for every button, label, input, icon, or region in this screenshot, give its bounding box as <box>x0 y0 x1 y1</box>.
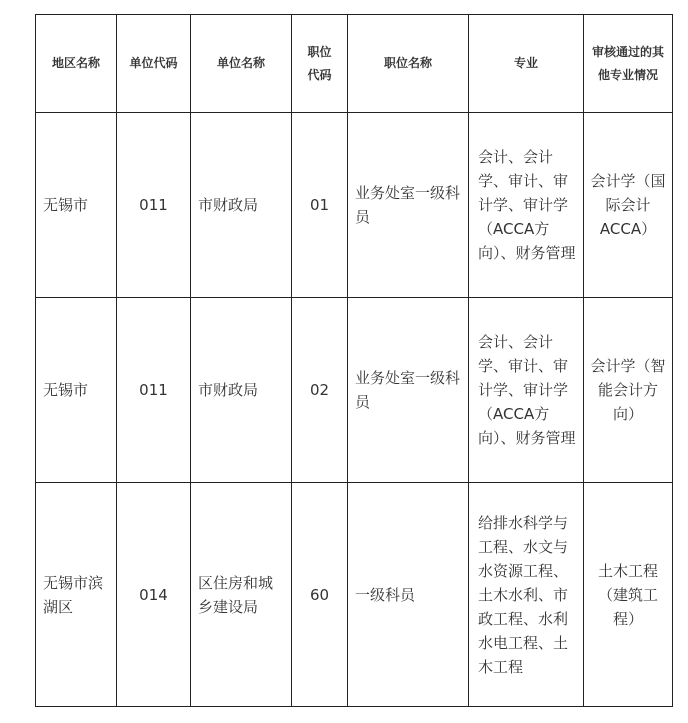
cell-region: 无锡市 <box>36 113 117 298</box>
cell-position-name: 业务处室一级科员 <box>348 298 469 483</box>
table-row <box>36 483 673 707</box>
table-row <box>36 298 673 483</box>
header-unit-name: 单位名称 <box>191 15 292 113</box>
cell-other-majors: 会计学（智能会计方向） <box>584 298 673 483</box>
cell-unit-code: 014 <box>117 483 191 707</box>
cell-position-name: 业务处室一级科员 <box>348 113 469 298</box>
cell-unit-code: 011 <box>117 113 191 298</box>
header-other-majors: 审核通过的其他专业情况 <box>584 15 673 113</box>
cell-unit-code: 011 <box>117 298 191 483</box>
cell-position-code: 02 <box>292 298 348 483</box>
positions-table <box>35 14 673 707</box>
cell-unit-name: 市财政局 <box>191 298 292 483</box>
cell-region: 无锡市滨湖区 <box>36 483 117 707</box>
table-header-row <box>36 15 673 113</box>
header-major: 专业 <box>469 15 584 113</box>
cell-position-name: 一级科员 <box>348 483 469 707</box>
cell-region: 无锡市 <box>36 298 117 483</box>
table-row <box>36 113 673 298</box>
cell-major: 会计、会计学、审计、审计学、审计学（ACCA方向）、财务管理 <box>469 298 584 483</box>
cell-unit-name: 区住房和城乡建设局 <box>191 483 292 707</box>
cell-other-majors: 会计学（国际会计ACCA） <box>584 113 673 298</box>
header-region: 地区名称 <box>36 15 117 113</box>
header-position-name: 职位名称 <box>348 15 469 113</box>
cell-major: 会计、会计学、审计、审计学、审计学（ACCA方向）、财务管理 <box>469 113 584 298</box>
header-unit-code: 单位代码 <box>117 15 191 113</box>
cell-unit-name: 市财政局 <box>191 113 292 298</box>
cell-position-code: 01 <box>292 113 348 298</box>
cell-major: 给排水科学与工程、水文与水资源工程、土木水利、市政工程、水利水电工程、土木工程 <box>469 483 584 707</box>
cell-position-code: 60 <box>292 483 348 707</box>
header-position-code: 职位代码 <box>292 15 348 113</box>
cell-other-majors: 土木工程（建筑工程） <box>584 483 673 707</box>
